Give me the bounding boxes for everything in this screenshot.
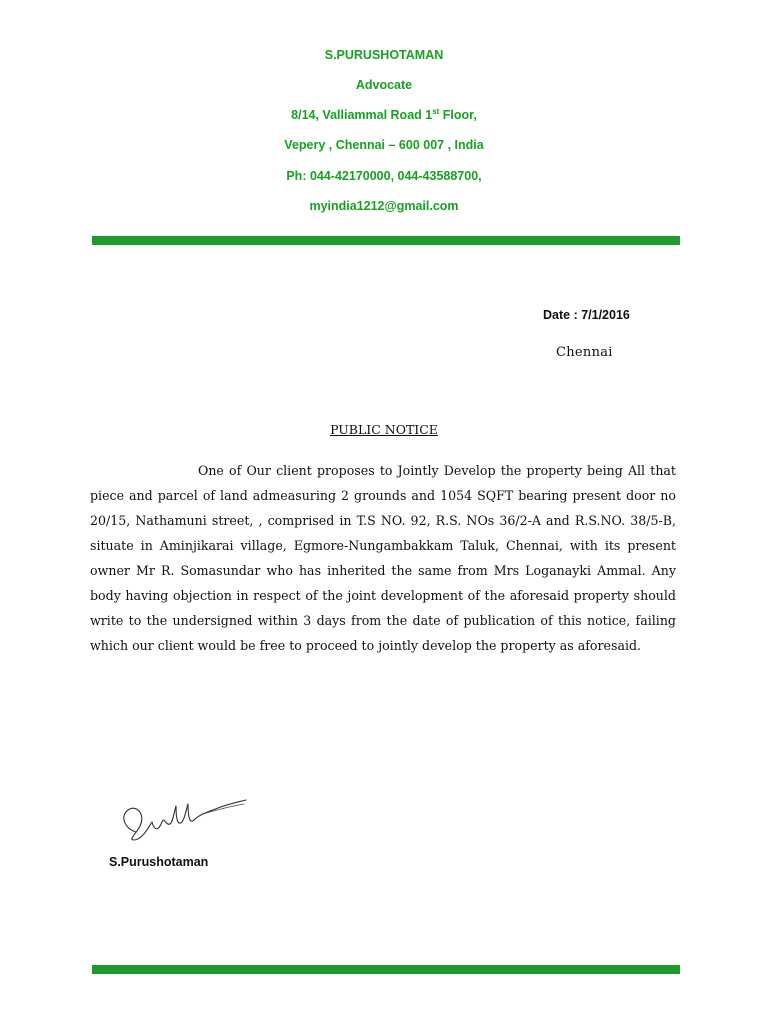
address-line-2: Vepery , Chennai – 600 007 , India xyxy=(284,138,484,152)
email-address: myindia1212@gmail.com xyxy=(309,199,459,213)
advocate-name: S.PURUSHOTAMAN xyxy=(324,48,444,62)
notice-date: Date : 7/1/2016 xyxy=(543,308,630,322)
letterhead-divider xyxy=(92,236,680,245)
signer-name: S.Purushotaman xyxy=(109,855,209,869)
address-line-1-ordinal: st xyxy=(432,107,440,116)
phone-numbers: Ph: 044-42170000, 044-43588700, xyxy=(286,169,482,183)
footer-divider xyxy=(92,965,680,974)
advocate-title: Advocate xyxy=(355,78,413,92)
address-line-1-tail: Floor, xyxy=(439,108,477,122)
address-line-1-main: 8/14, Valliammal Road 1 xyxy=(291,108,433,122)
signature-image xyxy=(118,792,253,852)
notice-city: Chennai xyxy=(556,345,613,360)
address-line-1 xyxy=(0,108,768,122)
notice-title: PUBLIC NOTICE xyxy=(330,422,438,437)
notice-body: One of Our client proposes to Jointly Develop the property being All that piece and parcel of land admeasuring 2 grounds and 1054 SQFT bearing present door no 20/15, Nathamuni street, , comprised in T.S NO. 92, R.S. NOs 36/2-A and R.S.NO. 38/5-B, situate in Aminjikarai village, Egmore-Nungambakkam Taluk, Chennai, with its present owner Mr R. Somasundar who has inherited the same from Mrs Loganayki Ammal. Any body having objection in respect of the joint development of the aforesaid property should write to the undersigned within 3 days from the date of publication of this notice, failing which our client would be free to proceed to jointly develop the property as aforesaid. xyxy=(90,463,676,653)
